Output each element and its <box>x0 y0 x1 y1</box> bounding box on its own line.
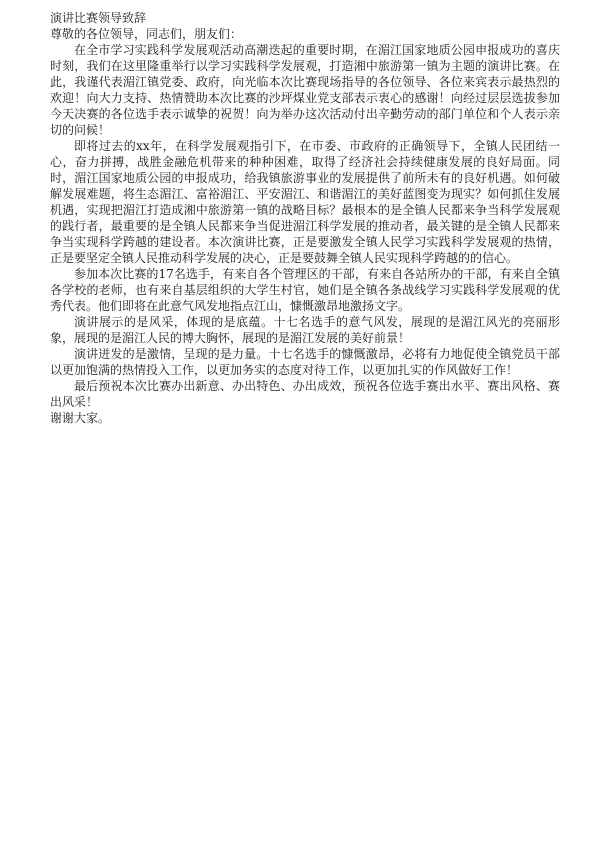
document-title: 演讲比赛领导致辞 <box>50 11 147 25</box>
paragraph-wishes: 最后预祝本次比赛办出新意、办出特色、办出成效，预祝各位选手赛出水平、赛出风格、赛出风采！ <box>50 379 560 409</box>
paragraph-contestants: 参加本次比赛的17名选手，有来自各个管理区的干部，有来自各站所办的干部，有来自全镇各学校的老师，也有来自基层组织的大学生村官，她们是全镇各条战线学习实践科学发展观的优秀代表。他们即将在此意气风发地指点江山，慷慨激昂地激扬文字。 <box>50 267 560 313</box>
document-body <box>50 10 560 426</box>
paragraph-opening: 在全市学习实践科学发展观活动高潮迭起的重要时期，在湄江国家地质公园申报成功的喜庆时刻，我们在这里隆重举行以学习实践科学发展观，打造湘中旅游第一镇为主题的演讲比赛。在此，我谨代表湄江镇党委、政府，向光临本次比赛现场指导的各位领导、各位来宾表示最热烈的欢迎！向大力支持、热情赞助本次比赛的沙坪煤业党支部表示衷心的感谢！向经过层层选拔参加今天决赛的各位选手表示诚挚的祝贺！向为举办这次活动付出辛勤劳动的部门单位和个人表示亲切的问候！ <box>50 43 560 137</box>
paragraph-development: 即将过去的xx年，在科学发展观指引下，在市委、市政府的正确领导下，全镇人民团结一心，奋力拼搏，战胜金融危机带来的种种困难，取得了经济社会持续健康发展的良好局面。同时，湄江国家地质公园的申报成功，给我镇旅游事业的发展提供了前所未有的良好机遇。如何破解发展难题，将生态湄江、富裕湄江、平安湄江、和谐湄江的美好蓝图变为现实？如何抓住发展机遇，实现把湄江打造成湘中旅游第一镇的战略目标？最根本的是全镇人民都来争当科学发展观的践行者，最重要的是全镇人民都来争当促进湄江科学发展的推动者，最关键的是全镇人民都来争当实现科学跨越的建设者。本次演讲比赛，正是要激发全镇人民学习实践科学发展观的热情，正是要坚定全镇人民推动科学发展的决心，正是要鼓舞全镇人民实现科学跨越的的信心。 <box>50 139 560 265</box>
paragraph-passion: 演讲迸发的是激情，呈现的是力量。十七名选手的慷慨激昂，必将有力地促使全镇党员干部以更加饱满的热情投入工作，以更加务实的态度对待工作，以更加扎实的作风做好工作！ <box>50 347 560 377</box>
paragraph-showcase: 演讲展示的是风采，体现的是底蕴。十七名选手的意气风发，展现的是湄江风光的亮丽形象，展现的是湄江人民的博大胸怀，展现的是湄江发展的美好前景！ <box>50 315 560 345</box>
salutation: 尊敬的各位领导，同志们，朋友们： <box>50 27 243 41</box>
closing-line: 谢谢大家。 <box>50 411 111 425</box>
